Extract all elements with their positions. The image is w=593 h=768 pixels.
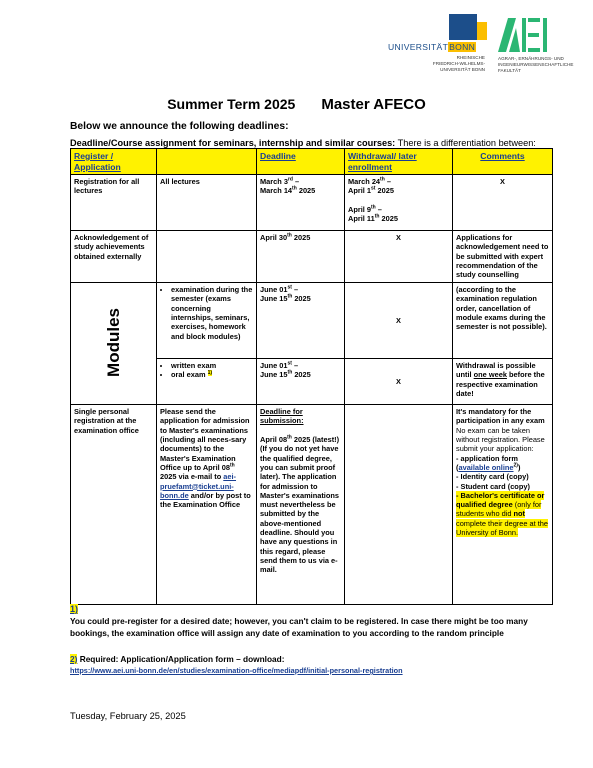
table-row [71, 283, 553, 359]
aei-logo-icon [496, 14, 552, 54]
university-name: UNIVERSITÄTBONN [388, 42, 476, 52]
row3-withdrawal-x: X [345, 283, 453, 359]
row5-comment: It's mandatory for the participation in any exam No exam can be taken without registration. Please submit your application: - application form (available online$^{2)}$) - Identity card (copy) - Student card (copy) - Bachelor's certificate or qualified degree (only for students who did not complete their degree at the University of Bonn. [453, 405, 553, 605]
footnote2-text: 2) Required: Application/Application form – download: [70, 654, 285, 664]
row4-course: • written exam • oral exam $^{1)}$ [157, 359, 257, 405]
intro-text: Below we announce the following deadlines: [70, 121, 289, 132]
row5-course: Please send the application for admission to Master's examinations (including all neces-sary documents) to the Master's Examination Office up to April 08th 2025 via e-mail to aei-pruefamt@ticket.uni-bonn.de and/or by post to the Examination Office [157, 405, 257, 605]
footnote1-text: You could pre-register for a desired date; however, you can't claim to be registered. In case there might be too many bookings, the examination office will assign any date of examination to you according to the random principle [70, 616, 528, 638]
row3-deadline: June 01st – June 15th 2025 [257, 283, 345, 359]
row5-deadline: Deadline for submission: April 08th 2025 (latest!) (If you do not yet have the qualified degree, you can submit proof later). The application for admission to Master's examinations must nevertheless be submitted by the above-mentioned deadline. Should you have any questions in this regard, please send them to us via e-mail. [257, 405, 345, 605]
table-row [71, 405, 553, 605]
logo-blue-square [449, 14, 477, 40]
header-withdrawal: Withdrawal/ later enrollment [345, 149, 453, 175]
university-subtitle: RHEINISCHE FRIEDRICH-WILHELMS- UNIVERSITÄT BONN [432, 55, 485, 72]
term-title: Summer Term 2025 [167, 96, 296, 112]
header-comments: Comments [453, 149, 553, 175]
logo-yellow-square [477, 22, 487, 40]
footnote1-mark: 1) [70, 604, 79, 614]
row3-comment: (according to the examination regulation order, cancellation of module exams during the semester is not possible). [453, 283, 553, 359]
modules-cell [71, 283, 157, 405]
row2-withdrawal-x: X [345, 231, 453, 283]
deadlines-table [70, 148, 553, 605]
header-deadline: Deadline [257, 149, 345, 175]
header-registration: Register / Application [71, 149, 157, 175]
row1-course: All lectures [157, 175, 257, 231]
row4-withdrawal-x: X [345, 359, 453, 405]
aei-faculty-logo [496, 14, 591, 84]
row1-withdrawal: March 24th – April 1st 2025 April 9th – April 11th 2025 [345, 175, 453, 231]
application-form-link[interactable]: available online [458, 462, 514, 472]
table-header-row [71, 149, 553, 175]
bachelor-certificate-note: - Bachelor's certificate or qualified degree (only for students who did not complete their degree at the University of Bonn. [456, 490, 549, 538]
row1-comment-x: X [453, 175, 553, 231]
row2-label: Acknowledgement of study achievements obtained externally [71, 231, 157, 283]
program-title: Master AFECO [321, 96, 426, 113]
row1-deadline: March 3rd – March 14th 2025 [257, 175, 345, 231]
row2-comment: Applications for acknowledgement need to be submitted with expert recommendation of the study counselling [453, 231, 553, 283]
modules-label: Modules [103, 308, 123, 378]
header-course [157, 149, 257, 175]
registration-download-link[interactable]: https://www.aei.uni-bonn.de/en/studies/examination-office/mediapdf/initial-personal-registration [70, 666, 403, 675]
document-date: Tuesday, February 25, 2025 [70, 711, 186, 721]
university-bonn-logo [388, 14, 493, 76]
row5-withdrawal [345, 405, 453, 605]
row2-deadline: April 30th 2025 [257, 231, 345, 283]
table-row [71, 231, 553, 283]
row4-deadline: June 01st – June 15th 2025 [257, 359, 345, 405]
differentiation-text: Deadline/Course assignment for seminars, internship and similar courses: There is a differentiation between: [70, 138, 536, 148]
table-row [71, 175, 553, 231]
row3-course: • examination during the semester (exams concerning internships, seminars, exercises, homework and block modules) [157, 283, 257, 359]
row2-course [157, 231, 257, 283]
aei-faculty-subtitle: AGRAR-, ERNÄHRUNGS- UND INGENIEURWISSENSCHAFTLICHE FAKULTÄT [498, 56, 574, 73]
row1-label: Registration for all lectures [71, 175, 157, 231]
exam-office-email-link[interactable]: aei-pruefamt@ticket.uni-bonn.de [160, 472, 237, 500]
row4-comment: Withdrawal is possible until one week before the respective examination date! [453, 359, 553, 405]
page-title [0, 96, 593, 114]
row5-label: Single personal registration at the examination office [71, 405, 157, 605]
